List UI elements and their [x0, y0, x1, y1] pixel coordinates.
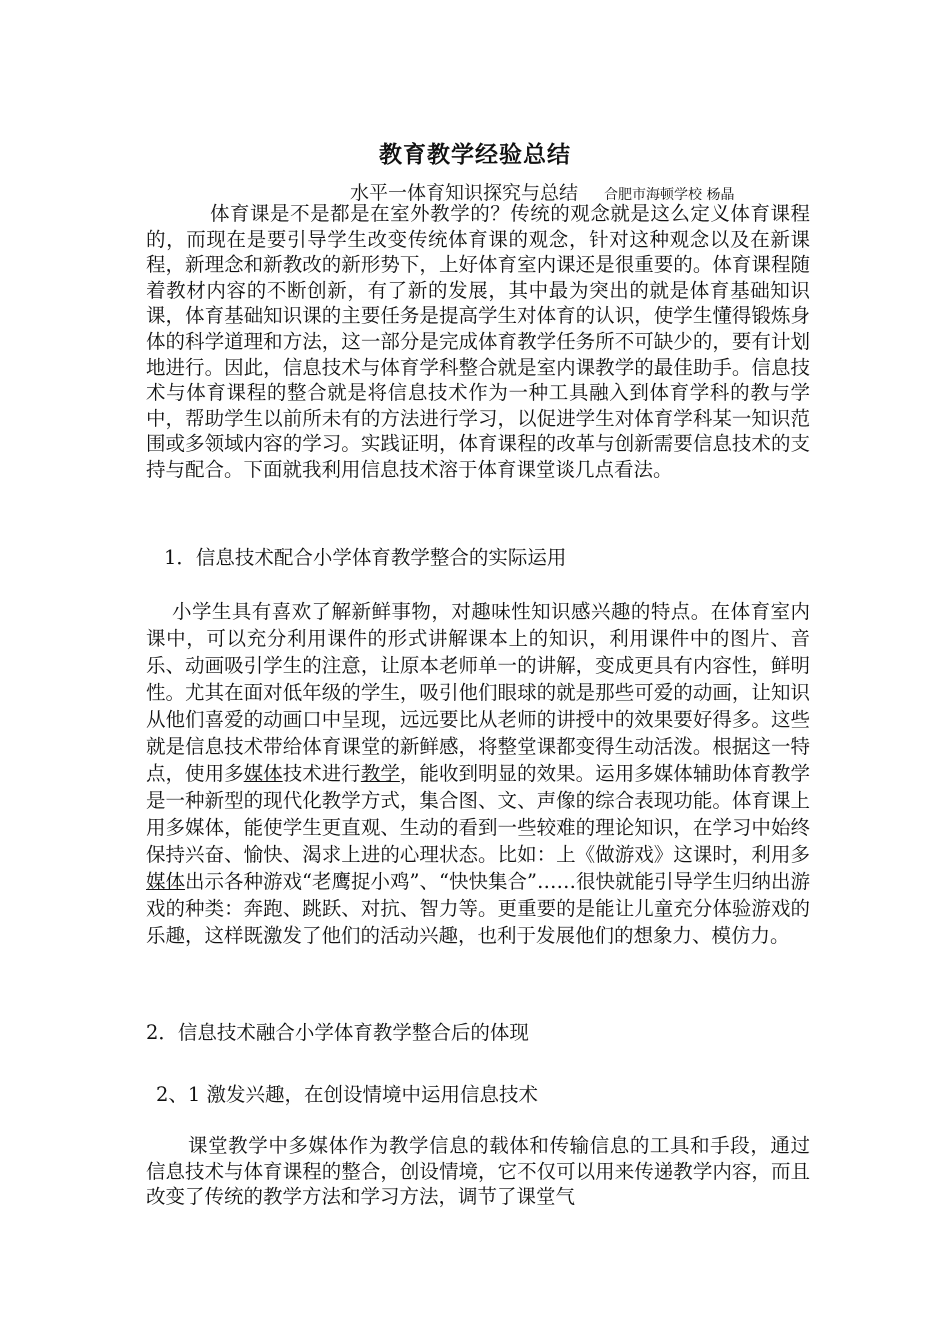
section2-heading: 2．信息技术融合小学体育教学整合后的体现 [146, 1021, 529, 1044]
document-title: 教育教学经验总结 [379, 142, 571, 168]
media-link-2[interactable]: 媒体 [146, 870, 186, 893]
section2-1-heading: 2、1 激发兴趣，在创设情境中运用信息技术 [156, 1083, 539, 1106]
intro-paragraph: 体育课是不是都是在室外教学的？传统的观念就是这么定义体育课程的，而现在是要引导学生改变传统体育课的观念，针对这种观念以及在新课程，新理念和新教改的新形势下，上好体育室内课还是很重要的。体育课程随着教材内容的不断创新，有了新的发展，其中最为突出的就是体育基础知识课，体育基础知识课的主要任务是提高学生对体育的认识，使学生懂得锻炼身体的科学道理和方法，这一部分是完成体育教学任务所不可缺少的，要有计划地进行。因此，信息技术与体育学科整合就是室内课教学的最佳助手。信息技术与体育课程的整合就是将信息技术作为一种工具融入到体育学科的教与学中，帮助学生以前所未有的方法进行学习，以促进学生对体育学科某一知识范围或多领域内容的学习。实践证明，体育课程的改革与创新需要信息技术的支持与配合。下面就我利用信息技术溶于体育课堂谈几点看法。 [146, 202, 810, 481]
section2-1-paragraph: 课堂教学中多媒体作为教学信息的载体和传输信息的工具和手段，通过信息技术与体育课程的整合，创设情境，它不仅可以用来传递教学内容，而且改变了传统的教学方法和学习方法，调节了课堂气 [146, 1134, 810, 1209]
teaching-link[interactable]: 教学 [360, 762, 400, 785]
section1-heading: 1．信息技术配合小学体育教学整合的实际运用 [164, 546, 567, 569]
section1-text-d: 出示各种游戏“老鹰捉小鸡”、“快快集合”……很快就能引导学生归纳出游戏的种类：奔跑、跳跃、对抗、智力等。更重要的是能让儿童充分体验游戏的乐趣，这样既激发了他们的活动兴趣，也利于发展他们的想象力、模仿力。 [146, 870, 810, 947]
section1-text-a: 小学生具有喜欢了解新鲜事物，对趣味性知识感兴趣的特点。在体育室内课中，可以充分利用课件的形式讲解课本上的知识，利用课件中的图片、音乐、动画吸引学生的注意，让原本老师单一的讲解，变成更具有内容性，鲜明性。尤其在面对低年级的学生，吸引他们眼球的就是那些可爱的动画，让知识从他们喜爱的动画口中呈现，远远要比从老师的讲授中的效果要好得多。这些就是信息技术带给体育课堂的新鲜感，将整堂课都变得生动活泼。根据这一特点，使用多 [146, 600, 810, 785]
document-author: 合肥市海顿学校 杨晶 [604, 187, 735, 203]
media-link-1[interactable]: 媒体 [243, 762, 283, 785]
section1-text-b: 技术进行 [282, 762, 361, 785]
section1-paragraph [146, 598, 810, 949]
section1-text-c: ，能收到明显的效果。运用多媒体辅助体育教学是一种新型的现代化教学方式，集合图、文、声像的综合表现功能。体育课上用多媒体，能使学生更直观、生动的看到一些较难的理论知识，在学习中始终保持兴奋、愉快、渴求上进的心理状态。比如：上《做游戏》这课时，利用多 [146, 762, 810, 866]
document-subtitle: 水平一体育知识探究与总结 [350, 182, 579, 204]
